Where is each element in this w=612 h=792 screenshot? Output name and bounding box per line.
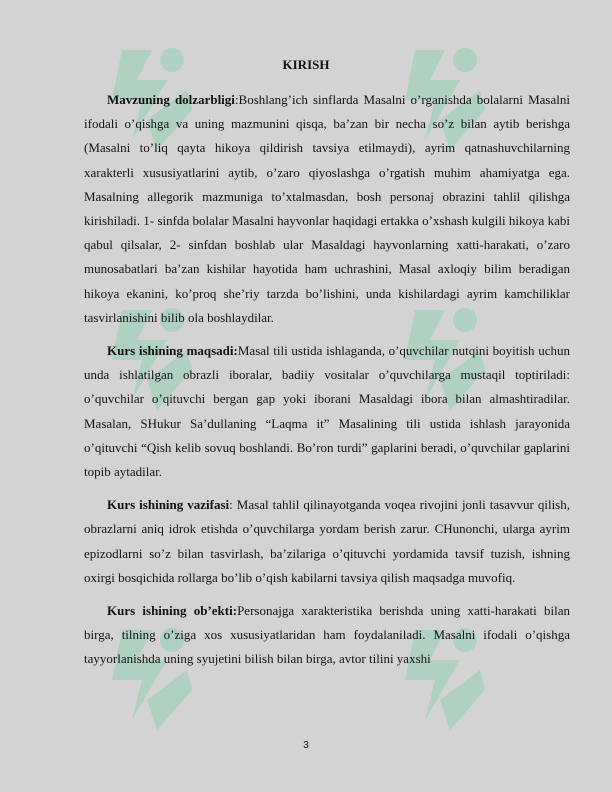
paragraph-text: :Boshlang’ich sinflarda Masalni o’rganishda bolalarni Masalni ifodali o’qishga va uning mazmunini qisqa, ba’zan bir necha so’z bilan aytib berishga (Masalni to’liq qayta hikoya qildirish tavsiya etilmaydi), ayrim qatnashuvchilarning xarakterli xususiyatlarini aytib, o’zaro qiyoslashga o’rgatish muhim ahamiyatga ega. Masalning allegorik mazmuniga to’xtalmasdan, bosh personaj obrazini tahlil qilishga kirishiladi. 1- sinfda bolalar Masalni hayvonlar haqidagi ertakka o’xshash kulgili hikoya kabi qabul qilsalar, 2- sinfdan boshlab ular Masaldagi hayvonlarning xatti-harakati, o’zaro munosabatlari ba’zan kishilar hayotida ham uchrashini, Masal axloqiy bilim beradigan hikoya ekanini, ko’proq she’riy tarzda bo’lishini, unda kishilardagi ayrim kamchiliklar tasvirlanishini bilib ola boshlaydilar. (84, 92, 570, 325)
page-number: 3 (303, 740, 309, 751)
paragraph-lead: Kurs ishining vazifasi (107, 497, 230, 513)
paragraph-text: Masal tili ustida ishlaganda, o’quvchilar nutqini boyitish uchun unda ishlatilgan obrazli iboralar, badiiy vositalar o’quvchilarga mustaqil toptiriladi: o’quvchilar o’qituvchi bergan gap yoki iborani Masaldagi ibora bilan almashtiradilar. Masalan, SHukur Sa’dullaning “Laqma it” Masalining tili ustida ishlash jarayonida o’qituvchi “Qish kelib sovuq boshlandi. Bo’ron turdi” gaplarini beradi, o’quvchilar gaplarini topib aytadilar. (84, 343, 570, 480)
paragraph-tasks (84, 493, 570, 590)
paragraph-relevance (84, 88, 570, 330)
paragraph-lead: Mavzuning dolzarbligi (107, 92, 235, 107)
document-body (84, 88, 570, 681)
paragraph-goal (84, 339, 570, 484)
paragraph-text: : Masal tahlil qilinayotganda voqea rivojini jonli tasavvur qilish, obrazlarni aniq idrok etishda o’quvchilarga yordam berish zarur. CHunonchi, ularga ayrim epizodlarni so’z bilan tasvirlash, ba’zilariga o’qituvchi yordamida tavsif tuzish, ishning oxirgi bosqichida rollarga bo’lib o’qish kabilarni tavsiya qilish maqsadga muvofiq. (84, 497, 570, 585)
paragraph-lead: Kurs ishining maqsadi: (107, 343, 238, 359)
page-title: KIRISH (282, 57, 330, 72)
paragraph-text: Personajga xarakteristika berishda uning xatti-harakati bilan birga, tilning o’ziga xos xususiyatlaridan ham foydalaniladi. Masalni ifodali o’qishga tayyorlanishda uning syujetini bilish bilan birga, avtor tilini yaxshi (84, 603, 570, 667)
paragraph-object (84, 599, 570, 672)
paragraph-lead: Kurs ishining ob’ekti: (107, 603, 238, 619)
